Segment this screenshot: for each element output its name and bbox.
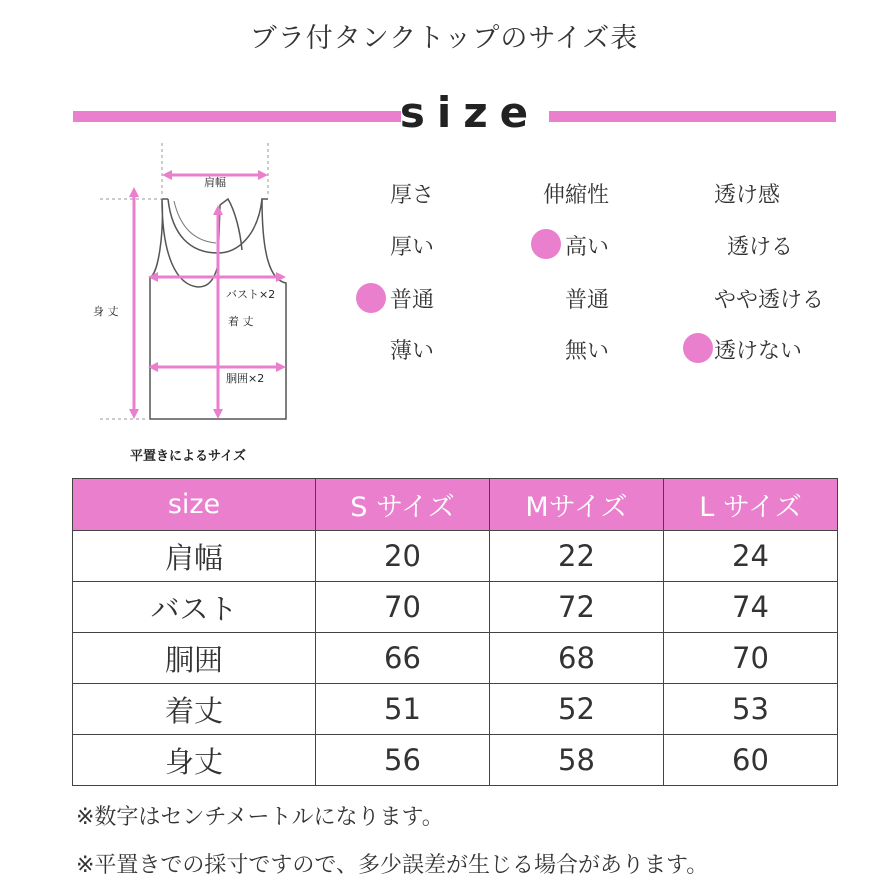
cell-l: 53 xyxy=(664,684,838,735)
attr-header-sheerness: 透け感 xyxy=(714,183,781,208)
header-size: size xyxy=(73,479,316,531)
note-units: ※数字はセンチメートルになります。 xyxy=(76,805,444,830)
row-label: 身丈 xyxy=(73,735,316,786)
cell-m: 52 xyxy=(490,684,664,735)
cell-s: 20 xyxy=(316,531,490,582)
neckline-inner xyxy=(174,201,216,243)
header-l: L サイズ xyxy=(664,479,838,531)
cell-s: 70 xyxy=(316,582,490,633)
sheerness-option-not-sheer: 透けない xyxy=(714,339,803,364)
thickness-option-normal: 普通 xyxy=(390,288,435,313)
diagram-caption: 平置きによるサイズ xyxy=(130,449,246,464)
thickness-selected-marker xyxy=(356,283,386,313)
sheerness-option-sheer: 透ける xyxy=(727,235,794,260)
row-label: 肩幅 xyxy=(73,531,316,582)
length-label: 着 丈 xyxy=(228,315,254,328)
cell-s: 51 xyxy=(316,684,490,735)
table-row xyxy=(73,735,838,786)
table-row xyxy=(73,531,838,582)
cell-l: 24 xyxy=(664,531,838,582)
body-length-label: 身 丈 xyxy=(93,305,119,318)
tank-top-diagram xyxy=(90,135,300,435)
note-measurement-error: ※平置きでの採寸ですので、多少誤差が生じる場合があります。 xyxy=(76,853,709,878)
heading-rule-left xyxy=(73,111,401,122)
cell-l: 74 xyxy=(664,582,838,633)
thickness-option-thick: 厚い xyxy=(390,235,435,260)
sheerness-selected-marker xyxy=(683,333,713,363)
header-s: S サイズ xyxy=(316,479,490,531)
row-label: 胴囲 xyxy=(73,633,316,684)
size-table xyxy=(72,478,838,786)
section-heading: size xyxy=(399,88,541,137)
cell-m: 22 xyxy=(490,531,664,582)
stretch-option-normal: 普通 xyxy=(565,288,610,313)
table-row xyxy=(73,684,838,735)
cell-m: 68 xyxy=(490,633,664,684)
stretch-selected-marker xyxy=(531,229,561,259)
cell-m: 58 xyxy=(490,735,664,786)
attr-header-stretch: 伸縮性 xyxy=(543,183,610,208)
waist-label: 胴囲×2 xyxy=(226,372,265,385)
cell-l: 60 xyxy=(664,735,838,786)
page-title: ブラ付タンクトップのサイズ表 xyxy=(249,23,639,54)
neckline xyxy=(168,199,262,253)
stretch-option-none: 無い xyxy=(565,339,610,364)
heading-rule-right xyxy=(549,111,836,122)
bust-label: バスト×2 xyxy=(226,288,276,301)
cell-s: 56 xyxy=(316,735,490,786)
table-row xyxy=(73,582,838,633)
header-m: Mサイズ xyxy=(490,479,664,531)
attr-header-thickness: 厚さ xyxy=(390,183,435,208)
shoulder-width-label: 肩幅 xyxy=(204,176,226,189)
row-label: 着丈 xyxy=(73,684,316,735)
cell-l: 70 xyxy=(664,633,838,684)
row-label: バスト xyxy=(73,582,316,633)
sheerness-option-slightly-sheer: やや透ける xyxy=(714,288,825,313)
cell-s: 66 xyxy=(316,633,490,684)
size-table-header-row xyxy=(73,479,838,531)
table-row xyxy=(73,633,838,684)
cell-m: 72 xyxy=(490,582,664,633)
thickness-option-thin: 薄い xyxy=(390,339,435,364)
stretch-option-high: 高い xyxy=(565,235,610,260)
